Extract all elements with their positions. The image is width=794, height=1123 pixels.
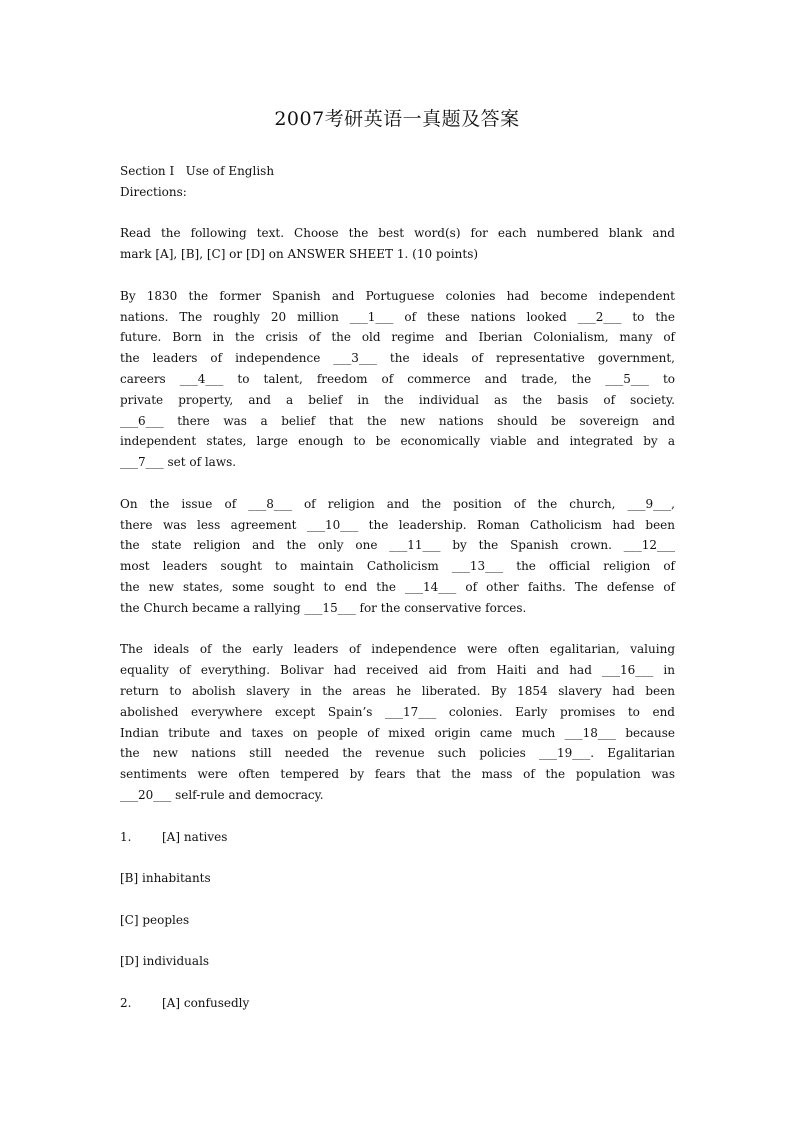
paragraph-1-line: ___6___ there was a belief that the new nations should be sovereign and — [120, 413, 675, 428]
paragraph-3-line: ___20___ self-rule and democracy. — [120, 787, 324, 802]
paragraph-2-line: most leaders sought to maintain Catholicism ___13___ the official religion of — [120, 559, 675, 574]
paragraph-3-line: sentiments were often tempered by fears that the mass of the population was — [120, 767, 675, 782]
answer-option: [B] inhabitants — [120, 871, 211, 886]
paragraph-1-line: careers ___4___ to talent, freedom of commerce and trade, the ___5___ to — [120, 371, 675, 386]
paragraph-3-line: Indian tribute and taxes on people of mixed origin came much ___18___ because — [120, 725, 675, 740]
document-body — [120, 161, 675, 1014]
answer-option: [D] individuals — [120, 954, 210, 969]
paragraph-3-line: abolished everywhere except Spain’s ___17___ colonies. Early promises to end — [120, 704, 675, 719]
paragraph-3-line: return to abolish slavery in the areas he liberated. By 1854 slavery had been — [120, 683, 675, 698]
paragraph-1-line: the leaders of independence ___3___ the ideals of representative government, — [120, 351, 675, 366]
answer-option: [C] peoples — [120, 912, 190, 927]
paragraph-2-line: the state religion and the only one ___11___ by the Spanish crown. ___12___ — [120, 538, 675, 553]
paragraph-2-line: there was less agreement ___10___ the leadership. Roman Catholicism had been — [120, 517, 675, 532]
paragraph-2-line: the Church became a rallying ___15___ for the conservative forces. — [120, 600, 527, 615]
page-title: 2007考研英语一真题及答案 — [274, 108, 520, 130]
question-number: 1. — [120, 829, 132, 844]
paragraph-3-line: The ideals of the early leaders of independence were often egalitarian, valuing — [120, 642, 675, 657]
paragraph-2-line: the new states, some sought to end the ___14___ of other faiths. The defense of — [120, 579, 675, 594]
paragraph-1-line: future. Born in the crisis of the old regime and Iberian Colonialism, many of — [120, 330, 675, 345]
instructions-line: mark [A], [B], [C] or [D] on ANSWER SHEET 1. (10 points) — [120, 247, 479, 262]
paragraph-3-line: equality of everything. Bolivar had received aid from Haiti and had ___16___ in — [120, 663, 675, 678]
paragraph-3-line: the new nations still needed the revenue such policies ___19___. Egalitarian — [120, 746, 675, 761]
paragraph-1-line: ___7___ set of laws. — [120, 455, 237, 470]
question-1 — [120, 827, 675, 848]
paragraph-1-line: independent states, large enough to be economically viable and integrated by a — [120, 434, 675, 449]
question-number: 2. — [120, 995, 132, 1010]
section-heading: Section I Use of English — [120, 164, 275, 178]
paragraph-1-line: private property, and a belief in the individual as the basis of society. — [120, 392, 675, 407]
question-2 — [120, 993, 675, 1014]
answer-option: [A] natives — [162, 829, 228, 844]
paragraph-2-line: On the issue of ___8___ of religion and the position of the church, ___9___, — [120, 496, 675, 511]
instructions-line: Read the following text. Choose the best word(s) for each numbered blank and — [120, 226, 675, 241]
directions-label: Directions: — [120, 184, 187, 199]
paragraph-1-line: By 1830 the former Spanish and Portuguese colonies had become independent — [120, 288, 675, 303]
answer-option: [A] confusedly — [162, 995, 250, 1010]
paragraph-1-line: nations. The roughly 20 million ___1___ of these nations looked ___2___ to the — [120, 309, 675, 324]
